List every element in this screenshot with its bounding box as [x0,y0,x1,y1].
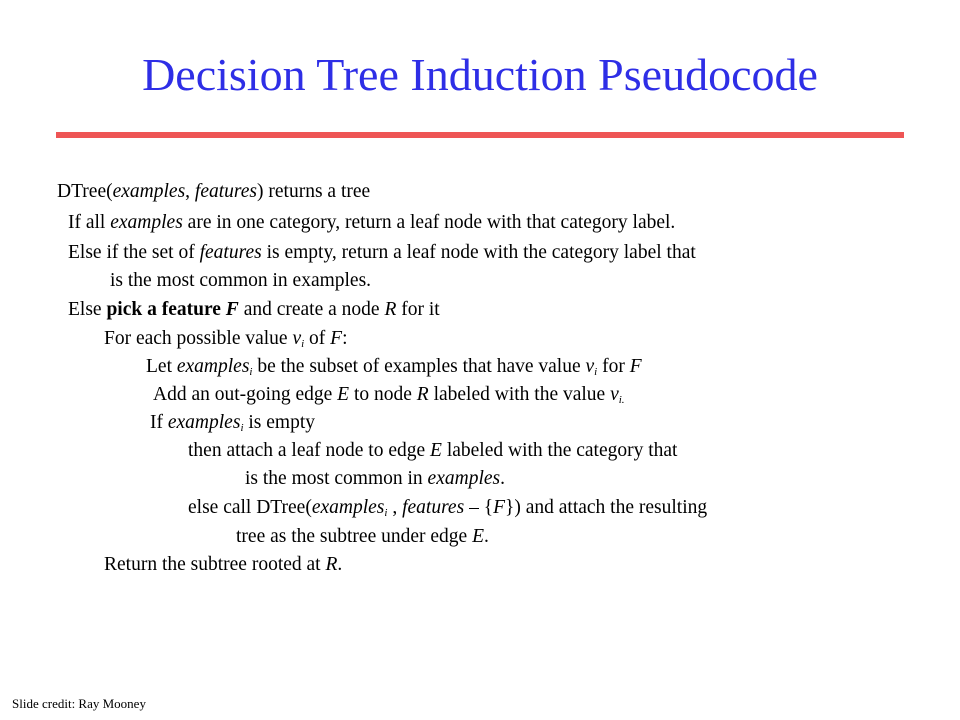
code-line-11: is the most common in examples. [245,468,505,489]
code-line-14: Return the subtree rooted at R. [104,554,343,575]
code-line-7: Let examples$_i$ be the subset of examples that have value $v_i$ for F [146,356,642,378]
code-line-2: If all examples are in one category, return a leaf node with that category label. [68,212,676,233]
code-line-1: DTree(examples, features) returns a tree [57,181,371,202]
code-line-13: tree as the subtree under edge E. [236,526,489,547]
slide-credit: Slide credit: Ray Mooney [12,696,146,711]
slide-title: Decision Tree Induction Pseudocode [142,49,818,100]
code-line-3: Else if the set of features is empty, return a leaf node with the category label that [68,242,696,263]
code-line-6: For each possible value $v_i$ of F: [104,328,348,350]
title-divider [56,132,904,138]
code-line-9: If examples$_i$ is empty [150,412,315,434]
code-line-8: Add an out-going edge E to node R labeled with the value $v_{i.}$ [153,384,625,406]
code-line-4: is the most common in examples. [110,270,372,291]
code-line-12: else call DTree(examples$_i$ , features – {F}) and attach the resulting [188,497,708,519]
code-line-10: then attach a leaf node to edge E labeled with the category that [188,440,678,461]
code-line-5: Else pick a feature F and create a node R for it [68,299,440,320]
